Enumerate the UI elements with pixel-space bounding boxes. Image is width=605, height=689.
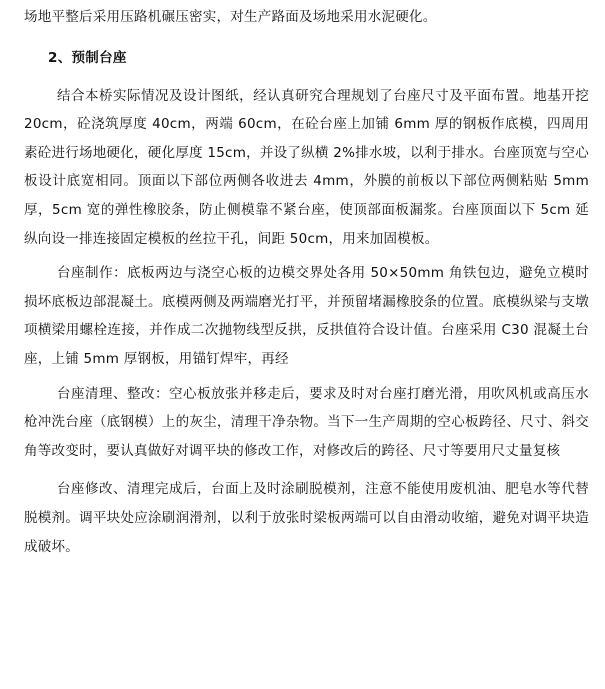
paragraph-spacer	[24, 465, 589, 475]
section-heading: 2、预制台座	[48, 49, 127, 66]
document-page	[24, 0, 589, 561]
paragraph-site-layout: 结合本桥实际情况及设计图纸，经认真研究合理规划了台座尺寸及平面布置。地基开挖 20cm，砼浇筑厚度 40cm，两端 60cm，在砼台座上加铺 6mm 厚的钢板作底模，四周用素砼进行场地硬化，硬化厚度 15cm，并设了纵横 2%排水坡，以利于排水。台座顶宽与空心板设计底宽相同。顶面以下部位两侧各收进去 4mm，外膜的前板以下部位两侧粘贴 5mm 厚，5cm 宽的弹性橡胶条，防止侧模靠不紧台座，使顶部面板漏浆。台座顶面以下 5cm 延纵向设一排连接固定模板的丝拉干孔，间距 50cm，用来加固模板。	[24, 87, 589, 247]
paragraph-pedestal-fabrication: 台座制作：底板两边与浇空心板的边模交界处各用 50×50mm 角铁包边，避免立模时损坏底板边部混凝土。底模两侧及两端磨光打平，并预留堵漏橡胶条的位置。底模纵梁与支墩项横梁用螺栓连接，并作成二次抛物线型反拱，反拱值符合设计值。台座采用 C30 混凝土台座，上铺 5mm 厚钢板，用锚钉焊牢，再经	[24, 265, 589, 367]
paragraph-release-agent: 台座修改、清理完成后，台面上及时涂刷脱模剂，注意不能使用废机油、肥皂水等代替脱模剂。调平块处应涂刷润滑剂，以利于放张时梁板两端可以自由滑动收缩，避免对调平块造成破坏。	[24, 481, 589, 555]
paragraph-pedestal-cleaning: 台座清理、整改：空心板放张并移走后，要求及时对台座打磨光滑，用吹风机或高压水枪冲洗台座（底钢模）上的灰尘，清理干净杂物。当下一生产周期的空心板跨径、尺寸、斜交角等改变时，要认真做好对调平块的修改工作，对修改后的跨径、尺寸等要用尺丈量复核	[24, 385, 589, 459]
intro-line: 场地平整后采用压路机碾压密实，对生产路面及场地采用水泥硬化。	[24, 9, 437, 25]
